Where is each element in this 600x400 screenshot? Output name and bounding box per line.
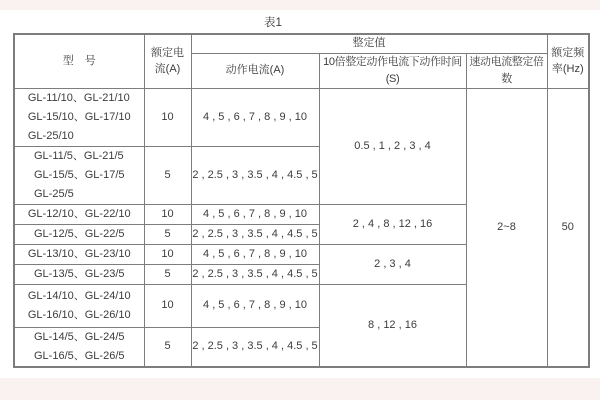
- col-header-rated-frequency-line2: 率(Hz): [551, 63, 584, 76]
- model-cell: GL-12/10、GL-22/10: [14, 204, 144, 224]
- model-line: GL-25/5: [34, 187, 74, 200]
- col-header-action-current: 动作电流(A): [191, 53, 319, 88]
- action-current-cell: 2 , 2.5 , 3 , 3.5 , 4 , 4.5 , 5: [191, 224, 319, 244]
- action-current-cell: 4 , 5 , 6 , 7 , 8 , 9 , 10: [191, 88, 319, 146]
- rated-current-cell: 5: [144, 224, 191, 244]
- action-current-cell: 4 , 5 , 6 , 7 , 8 , 9 , 10: [191, 244, 319, 264]
- col-header-model: 型 号: [14, 34, 144, 88]
- model-line: GL-14/10、GL-24/10: [27, 289, 131, 302]
- table-row: [14, 88, 589, 146]
- col-header-rated-current-line2: 流(A): [154, 63, 181, 76]
- spec-table: [13, 33, 590, 368]
- action-time-cell: 8 , 12 , 16: [319, 284, 466, 367]
- model-line: GL-25/10: [27, 129, 74, 142]
- frequency-cell: 50: [547, 88, 589, 367]
- model-cell: [14, 284, 144, 327]
- col-header-rated-frequency-line1: 额定频: [551, 47, 585, 60]
- action-time-cell: 2 , 4 , 8 , 12 , 16: [319, 204, 466, 244]
- action-time-cell: 0.5 , 1 , 2 , 3 , 4: [319, 88, 466, 204]
- model-line: GL-15/5、GL-17/5: [34, 168, 125, 181]
- rated-current-cell: 10: [144, 204, 191, 224]
- model-cell: [14, 146, 144, 204]
- col-header-quick-multiple: 速动电流整定倍数: [466, 53, 547, 88]
- action-current-cell: 4 , 5 , 6 , 7 , 8 , 9 , 10: [191, 284, 319, 327]
- model-cell: [14, 327, 144, 367]
- action-current-cell: 2 , 2.5 , 3 , 3.5 , 4 , 4.5 , 5: [191, 264, 319, 284]
- model-cell: [14, 88, 144, 146]
- model-line: GL-14/5、GL-24/5: [34, 330, 125, 343]
- model-line: GL-11/10、GL-21/10: [27, 91, 130, 104]
- model-line: GL-16/5、GL-26/5: [34, 349, 125, 362]
- model-line: GL-11/5、GL-21/5: [34, 149, 124, 162]
- action-time-cell: 2 , 3 , 4: [319, 244, 466, 284]
- model-cell: GL-12/5、GL-22/5: [14, 224, 144, 244]
- rated-current-cell: 10: [144, 88, 191, 146]
- header-row-top: [14, 34, 589, 53]
- table-title: 表1: [264, 17, 282, 29]
- col-header-rated-current-line1: 额定电: [151, 47, 184, 60]
- rated-current-cell: 10: [144, 244, 191, 264]
- rated-current-cell: 5: [144, 327, 191, 367]
- rated-current-cell: 10: [144, 284, 191, 327]
- rated-current-cell: 5: [144, 146, 191, 204]
- quick-multiple-cell: 2~8: [466, 88, 547, 367]
- col-header-rated-current: [144, 34, 191, 88]
- model-cell: GL-13/5、GL-23/5: [14, 264, 144, 284]
- col-header-rated-frequency: [547, 34, 589, 88]
- col-header-setting-value: 整定值: [191, 34, 547, 53]
- model-line: GL-16/10、GL-26/10: [27, 308, 131, 321]
- model-line: GL-15/10、GL-17/10: [27, 110, 131, 123]
- model-cell: GL-13/10、GL-23/10: [14, 244, 144, 264]
- action-current-cell: 2 , 2.5 , 3 , 3.5 , 4 , 4.5 , 5: [191, 146, 319, 204]
- col-header-action-time: 10倍整定动作电流下动作时间(S): [319, 53, 466, 88]
- action-current-cell: 4 , 5 , 6 , 7 , 8 , 9 , 10: [191, 204, 319, 224]
- rated-current-cell: 5: [144, 264, 191, 284]
- action-current-cell: 2 , 2.5 , 3 , 3.5 , 4 , 4.5 , 5: [191, 327, 319, 367]
